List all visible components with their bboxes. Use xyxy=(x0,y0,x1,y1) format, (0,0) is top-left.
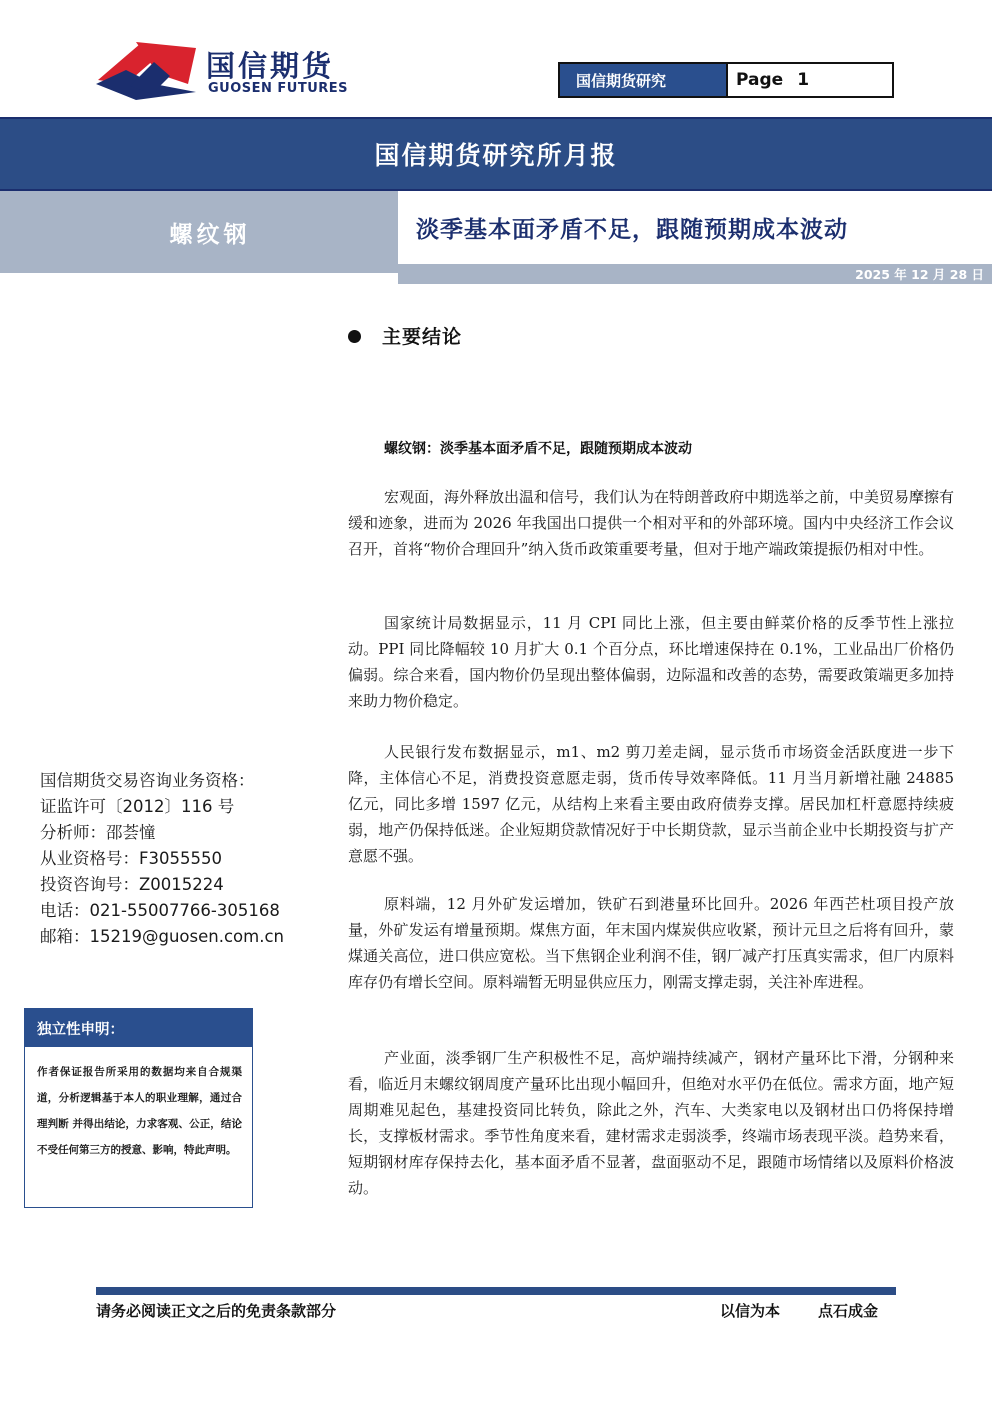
guosen-logo-mark-icon xyxy=(96,40,200,102)
email-line: 邮箱：15219@guosen.com.cn xyxy=(40,927,284,946)
guosen-logo xyxy=(96,40,366,102)
headline-cell xyxy=(398,191,992,264)
analyst-line: 分析师：邵荟憧 xyxy=(40,823,156,842)
disclaimer-note: 请务必阅读正文之后的免责条款部分 xyxy=(96,1302,337,1320)
report-title-band xyxy=(0,117,992,191)
page-label: Page xyxy=(736,70,784,90)
bullet-icon xyxy=(348,330,361,343)
slogan-2: 点石成金 xyxy=(818,1302,879,1320)
research-tag: 国信期货研究 xyxy=(560,64,728,96)
phone-line: 电话：021-55007766-305168 xyxy=(40,901,280,920)
section-heading: 主要结论 xyxy=(382,326,463,348)
date-strip xyxy=(398,264,992,284)
license-line: 证监许可〔2012〕116 号 xyxy=(40,797,235,816)
page-number: 1 xyxy=(797,70,810,90)
paragraph-materials: 原料端，12 月外矿发运增加，铁矿石到港量环比回升。2026 年西芒杜项目投产放量，外矿发运有增量预期。煤焦方面，年末国内煤炭供应收紧，预计元旦之后将有回升，蒙煤通关高位，进口供应宽松。当下焦钢企业利润不佳，钢厂减产打压真实需求，但厂内原料库存仍有增长空间。原料端暂无明显供应压力，刚需支撑走弱，关注补库进程。 xyxy=(348,895,954,991)
qualification-line: 国信期货交易咨询业务资格： xyxy=(40,771,255,790)
logo-cn-text: 国信期货 xyxy=(206,49,335,83)
report-title: 国信期货研究所月报 xyxy=(374,141,618,170)
paragraph-macro: 宏观面，海外释放出温和信号，我们认为在特朗普政府中期选举之前，中美贸易摩擦有缓和迹象，进而为 2026 年我国出口提供一个相对平和的外部环境。国内中央经济工作会议召开，首将“物价合理回升”纳入货币政策重要考量，但对于地产端政策提振仍相对中性。 xyxy=(348,488,955,558)
paragraph-finance: 人民银行发布数据显示，m1、m2 剪刀差走阔，显示货币市场资金活跃度进一步下降，主体信心不足，消费投资意愿走弱，货币传导效率降低。11 月当月新增社融 24885 亿元，同比多增 1597 亿元，从结构上来看主要由政府债券支撑。居民加杠杆意愿持续疲弱，地产仍保持低迷。企业短期贷款情况好于中长期贷款，显示当前企业中长期投资与扩产意愿不强。 xyxy=(348,743,954,865)
consult-id-line: 投资咨询号：Z0015224 xyxy=(40,875,224,894)
page-indicator xyxy=(728,64,892,96)
analyst-info xyxy=(40,768,340,950)
independence-text: 作者保证报告所采用的数据均来自合规渠道，分析逻辑基于本人的职业理解，通过合理判断 并得出结论，力求客观、公正，结论不受任何第三方的授意、影响，特此声明。 xyxy=(37,1066,242,1156)
report-date: 2025 年 12 月 28 日 xyxy=(855,267,984,282)
slogan-1: 以信为本 xyxy=(720,1302,781,1320)
footer-slogans xyxy=(720,1300,878,1321)
header-tag-box xyxy=(558,62,894,98)
logo-en-text: GUOSEN FUTURES xyxy=(208,81,349,96)
footer-divider xyxy=(96,1287,896,1295)
category-cell xyxy=(0,191,398,273)
headline: 淡季基本面矛盾不足，跟随预期成本波动 xyxy=(416,216,848,243)
independence-title: 独立性申明： xyxy=(25,1009,252,1047)
practice-id-line: 从业资格号：F3055550 xyxy=(40,849,222,868)
paragraph-cpi: 国家统计局数据显示，11 月 CPI 同比上涨，但主要由鲜菜价格的反季节性上涨拉动。PPI 同比降幅较 10 月扩大 0.1 个百分点，环比增速保持在 0.1%，工业品出厂价格仍偏弱。综合来看，国内物价仍呈现出整体偏弱，边际温和改善的态势，需要政策端更多加持来助力物价稳定。 xyxy=(348,614,954,710)
independence-box xyxy=(24,1008,253,1208)
category-label: 螺纹钢 xyxy=(169,220,251,248)
conclusion-subheading: 螺纹钢：淡季基本面矛盾不足，跟随预期成本波动 xyxy=(384,441,692,457)
paragraph-industry: 产业面，淡季钢厂生产积极性不足，高炉端持续减产，钢材产量环比下滑，分钢种来看，临近月末螺纹钢周度产量环比出现小幅回升，但绝对水平仍在低位。需求方面，地产短周期难见起色，基建投资同比转负，除此之外，汽车、大类家电以及钢材出口仍将保持增长，支撑板材需求。季节性角度来看，建材需求走弱淡季，终端市场表现平淡。趋势来看，短期钢材库存保持去化，基本面矛盾不显著，盘面驱动不足，跟随市场情绪以及原料价格波动。 xyxy=(348,1049,954,1197)
